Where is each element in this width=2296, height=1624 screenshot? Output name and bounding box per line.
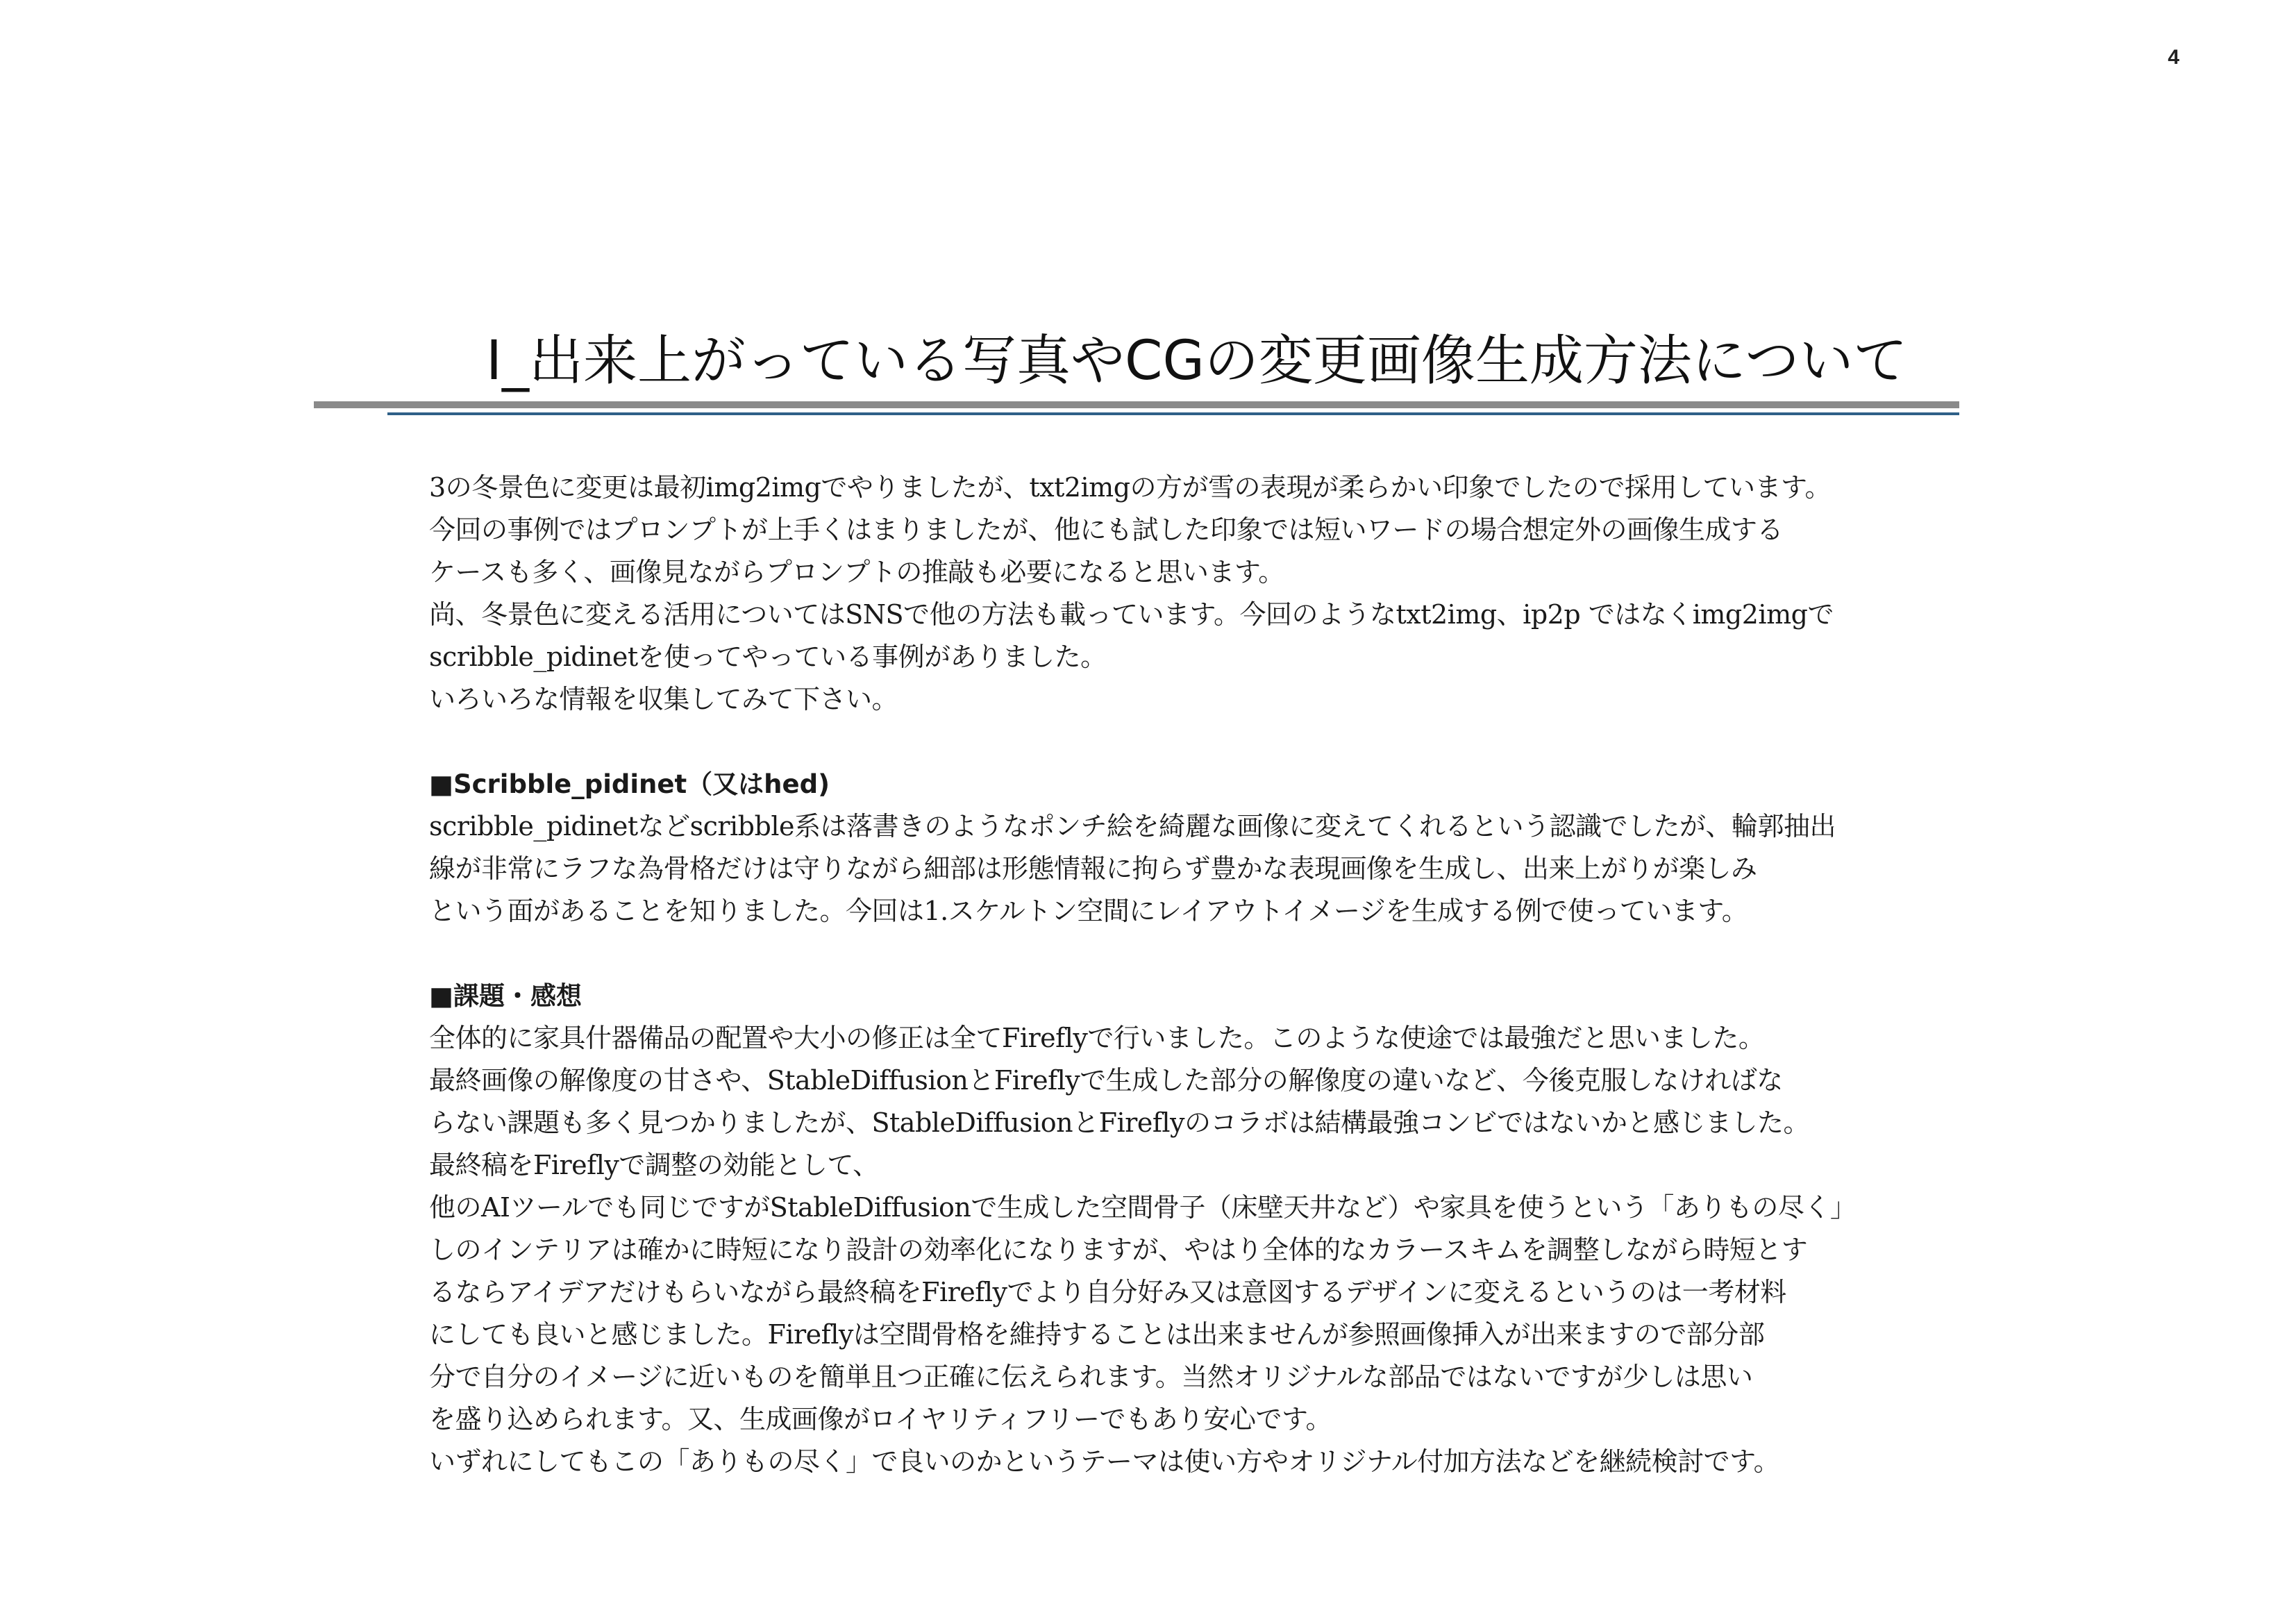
scribble-line: scribble_pidinetなどscribble系は落書きのようなポンチ絵を綺麗な画像に変えてくれるという認識でしたが、輪郭抽出: [429, 811, 1836, 842]
page-title: Ⅰ_出来上がっている写真やCGの変更画像生成方法について: [486, 330, 1908, 392]
intro-line: 尚、冬景色に変える活用についてはSNSで他の方法も載っています。今回のようなtxt2img、ip2p ではなくimg2imgで: [429, 599, 1834, 630]
issues-line: 最終画像の解像度の甘さや、StableDiffusionとFireflyで生成した部分の解像度の違いなど、今後克服しなければな: [429, 1065, 1783, 1096]
intro-line: 3の冬景色に変更は最初img2imgでやりましたが、txt2imgの方が雪の表現が柔らかい印象でしたので採用しています。: [429, 472, 1832, 503]
intro-line: scribble_pidinetを使ってやっている事例がありました。: [429, 642, 1107, 672]
body-content: [429, 467, 1929, 1483]
issues-line: 全体的に家具什器備品の配置や大小の修正は全てFireflyで行いました。このような使途では最強だと思いました。: [429, 1023, 1765, 1053]
intro-section: [429, 467, 1929, 721]
scribble-line: 線が非常にラフな為骨格だけは守りながら細部は形態情報に拘らず豊かな表現画像を生成し、出来上がりが楽しみ: [429, 853, 1757, 884]
intro-line: ケースも多く、画像見ながらプロンプトの推敲も必要になると思います。: [429, 557, 1284, 587]
title-underline-blue: [387, 412, 1959, 415]
scribble-heading: ■Scribble_pidinet（又はhed): [429, 769, 830, 799]
issues-line: らない課題も多く見つかりましたが、StableDiffusionとFireflyのコラボは結構最強コンビではないかと感じました。: [429, 1107, 1810, 1138]
issues-line: を盛り込められます。又、生成画像がロイヤリティフリーでもあり安心です。: [429, 1404, 1332, 1434]
issues-heading: ■課題・感想: [429, 981, 582, 1011]
spacer: [429, 721, 1929, 763]
intro-line: いろいろな情報を収集してみて下さい。: [429, 684, 898, 714]
scribble-line: という面があることを知りました。今回は1.スケルトン空間にレイアウトイメージを生成する例で使っています。: [429, 896, 1748, 926]
issues-line: 分で自分のイメージに近いものを簡単且つ正確に伝えられます。当然オリジナルな部品ではないですが少しは思い: [429, 1362, 1753, 1392]
scribble-section: [429, 763, 1929, 932]
page-number: 4: [2168, 46, 2179, 69]
issues-line: しのインテリアは確かに時短になり設計の効率化になりますが、やはり全体的なカラースキムを調整しながら時短とす: [429, 1234, 1808, 1265]
issues-line: 他のAIツールでも同じですがStableDiffusionで生成した空間骨子（床壁天井など）や家具を使うという「ありもの尽く」: [429, 1192, 1857, 1223]
issues-section: [429, 975, 1929, 1483]
issues-line: いずれにしてもこの「ありもの尽く」で良いのかというテーマは使い方やオリジナル付加方法などを継続検討です。: [429, 1446, 1780, 1477]
title-underline-gray: [314, 401, 1959, 408]
issues-line: 最終稿をFireflyで調整の効能として、: [429, 1150, 879, 1180]
issues-line: るならアイデアだけもらいながら最終稿をFireflyでより自分好み又は意図するデザインに変えるというのは一考材料: [429, 1277, 1786, 1307]
intro-line: 今回の事例ではプロンプトが上手くはまりましたが、他にも試した印象では短いワードの場合想定外の画像生成する: [429, 514, 1784, 545]
issues-line: にしても良いと感じました。Fireflyは空間骨格を維持することは出来ませんが参照画像挿入が出来ますので部分部: [429, 1319, 1765, 1350]
spacer: [429, 932, 1929, 975]
